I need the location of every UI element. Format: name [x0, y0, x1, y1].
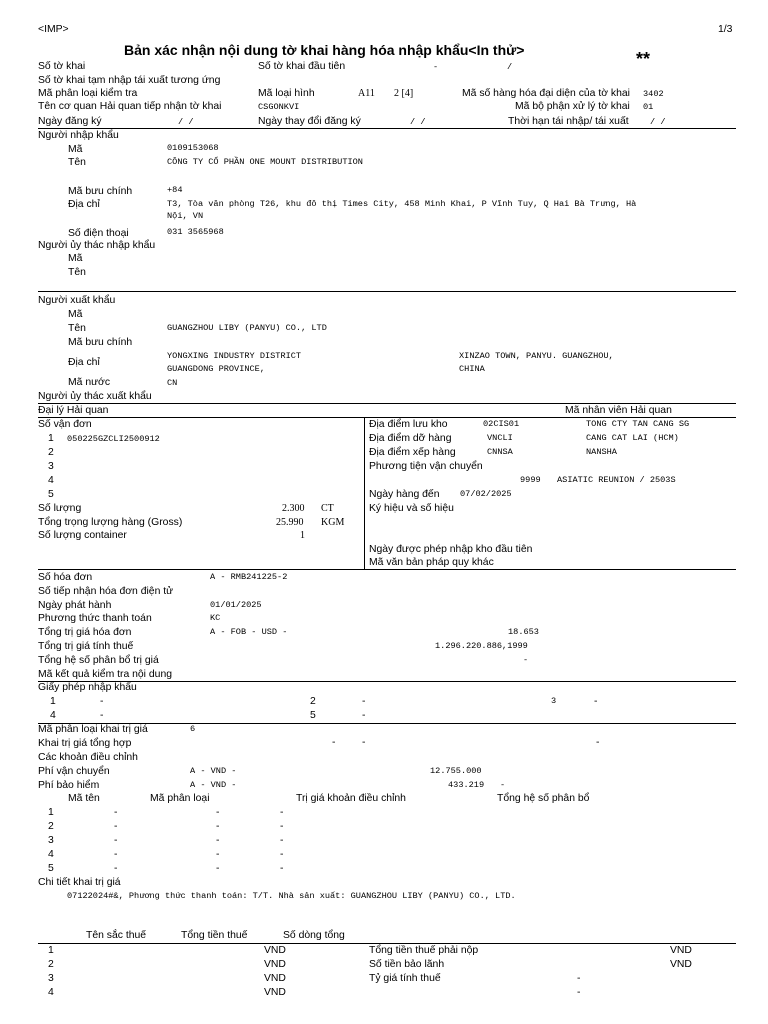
tax-row-index: 1	[48, 945, 54, 956]
adj-cell: -	[280, 821, 284, 832]
label-ma-bo-phan: Mã bộ phận xử lý tờ khai	[515, 101, 630, 112]
value-xk-dc-1a: YONGXING INDUSTRY DISTRICT	[167, 351, 302, 361]
value-ma-so-hh: 3402	[643, 89, 664, 99]
tax-vnd: VND	[264, 945, 286, 956]
value-xk-dc-2b: CHINA	[459, 364, 485, 374]
license-index-1: 1	[50, 696, 56, 707]
unit-so-luong: CT	[321, 503, 334, 514]
value-phi-vc-code: A - VND -	[190, 766, 237, 776]
value-trong-luong: 25.990	[276, 517, 304, 528]
label-ngay-ph: Ngày phát hành	[38, 600, 112, 611]
unit-trong-luong: KGM	[321, 517, 345, 528]
divider	[38, 128, 736, 129]
label-tam-nhap: Số tờ khai tạm nhập tái xuất tương ứng	[38, 75, 221, 86]
value-luu-kho-name: TONG CTY TAN CANG SG	[586, 419, 690, 429]
license-value-3: -	[594, 696, 598, 707]
label-pt-van-chuyen: Phương tiện vận chuyển	[369, 461, 483, 472]
adj-row-index: 3	[48, 835, 54, 846]
label-tong-hop: Khai trị giá tổng hợp	[38, 738, 132, 749]
value-co-quan: CSGONKVI	[258, 102, 300, 112]
value-ma-nuoc: CN	[167, 378, 178, 388]
col-tri-gia-dc: Trị giá khoản điều chỉnh	[296, 793, 406, 804]
label-so-to-khai: Số tờ khai	[38, 61, 86, 72]
value-phi-vc: 12.755.000	[430, 766, 482, 776]
value-ty-gia-2: -	[577, 987, 581, 998]
value-ngay-den: 07/02/2025	[460, 489, 512, 499]
value-ma-nnk: 0109153068	[167, 143, 219, 153]
tax-vnd: VND	[264, 959, 286, 970]
label-he-so: Tổng hệ số phân bổ trị giá	[38, 655, 159, 666]
value-ty-gia: -	[577, 973, 581, 984]
adj-row-index: 4	[48, 849, 54, 860]
label-ma-vb: Mã văn bản pháp quy khác	[369, 557, 494, 568]
label-xk-dia-chi: Địa chỉ	[68, 357, 100, 368]
label-nguoi-nhap-khau: Người nhập khẩu	[38, 130, 119, 141]
label-ma-loai-hinh: Mã loại hình	[258, 88, 315, 99]
bill-index-3: 3	[48, 461, 54, 472]
label-tri-gia-thue: Tổng trị giá tính thuế	[38, 641, 134, 652]
doc-tag: <IMP>	[38, 24, 69, 35]
value-xep-hang-name: NANSHA	[586, 447, 617, 457]
stars-mark: **	[636, 49, 651, 69]
value-dash: -	[433, 62, 439, 72]
value-sdt: 031 3565968	[167, 227, 224, 237]
adj-cell: -	[280, 863, 284, 874]
adj-row-index: 1	[48, 807, 54, 818]
license-value-2: -	[362, 696, 366, 707]
value-ma-bc: +84	[167, 185, 183, 195]
label-nguoi-xuat-khau: Người xuất khẩu	[38, 295, 116, 306]
value-xep-hang-code: CNNSA	[487, 447, 513, 457]
label-dd-luu-kho: Địa điểm lưu kho	[369, 419, 448, 430]
value-thoi-han: / /	[650, 117, 666, 127]
label-xk-ma: Mã	[68, 309, 83, 320]
value-tri-gia-code: A - FOB - USD -	[210, 627, 288, 637]
license-value-4: -	[100, 710, 104, 721]
label-so-to-khai-dau-tien: Số tờ khai đầu tiên	[258, 61, 346, 72]
col-ma-phan-loai: Mã phân loại	[150, 793, 210, 804]
label-tong-tri-gia: Tổng trị giá hóa đơn	[38, 627, 132, 638]
adj-row-index: 2	[48, 821, 54, 832]
label-so-luong: Số lượng	[38, 503, 82, 514]
tax-vnd: VND	[264, 973, 286, 984]
label-ma-nuoc: Mã nước	[68, 377, 111, 388]
divider	[38, 681, 736, 682]
label-phi-vc: Phí vận chuyển	[38, 766, 110, 777]
adj-cell: -	[216, 835, 220, 846]
label-ma-bc: Mã bưu chính	[68, 186, 133, 197]
bill-index-5: 5	[48, 489, 54, 500]
tax-row-index: 4	[48, 987, 54, 998]
col-so-dong-tong: Số dòng tổng	[283, 930, 345, 941]
label-uy-thac-nk: Người ủy thác nhập khẩu	[38, 240, 156, 251]
value-xk-ten: GUANGZHOU LIBY (PANYU) CO., LTD	[167, 323, 327, 333]
adj-cell: -	[114, 821, 118, 832]
label-ten-co-quan: Tên cơ quan Hải quan tiếp nhận tờ khai	[38, 101, 222, 112]
license-index-5: 5	[310, 710, 316, 721]
label-dieu-chinh: Các khoản điều chỉnh	[38, 752, 138, 763]
adj-cell: -	[216, 807, 220, 818]
label-thoi-han: Thời hạn tái nhập/ tái xuất	[508, 116, 629, 127]
label-ky-hieu: Ký hiệu và số hiệu	[369, 503, 454, 514]
value-luu-kho-code: 02CIS01	[483, 419, 520, 429]
license-index-2: 2	[310, 696, 316, 707]
col-ten-sac-thue: Tên sắc thuế	[86, 930, 147, 941]
label-dd-xep-hang: Địa điểm xếp hàng	[369, 447, 456, 458]
value-xk-dc-1b: XINZAO TOWN, PANYU. GUANGZHOU,	[459, 351, 614, 361]
value-loai-hinh: A11	[358, 88, 375, 99]
label-so-container: Số lượng container	[38, 530, 127, 541]
value-pt-code: 9999	[520, 475, 541, 485]
adj-cell: -	[114, 849, 118, 860]
label-trong-luong: Tổng trọng lượng hàng (Gross)	[38, 517, 183, 528]
label-ma-phan-loai-kt: Mã phân loại kiểm tra	[38, 88, 138, 99]
adj-cell: -	[280, 807, 284, 818]
label-ngay-den: Ngày hàng đến	[369, 489, 440, 500]
adj-cell: -	[114, 863, 118, 874]
label-dai-ly: Đại lý Hải quan	[38, 405, 109, 416]
label-ngay-thay-doi: Ngày thay đổi đăng ký	[258, 116, 361, 127]
page-number: 1/3	[718, 24, 733, 35]
divider	[38, 291, 736, 292]
label-ma-kq: Mã kết quả kiểm tra nội dung	[38, 669, 172, 680]
license-index-4: 4	[50, 710, 56, 721]
label-dia-chi: Địa chỉ	[68, 199, 100, 210]
value-pt-tt: KC	[210, 613, 221, 623]
value-xk-dc-2a: GUANGDONG PROVINCE,	[167, 364, 265, 374]
vertical-divider	[364, 417, 365, 569]
value-phi-bh-code: A - VND -	[190, 780, 237, 790]
value-ngay-ph: 01/01/2025	[210, 600, 262, 610]
divider	[38, 943, 736, 944]
label-ty-gia: Tỷ giá tính thuế	[369, 973, 441, 984]
value-so-hd: A - RMB241225-2	[210, 572, 288, 582]
label-bao-lanh: Số tiền bảo lãnh	[369, 959, 445, 970]
divider	[38, 403, 736, 404]
label-so-hd: Số hóa đơn	[38, 572, 93, 583]
adj-cell: -	[114, 807, 118, 818]
value-phai-nop-vnd: VND	[670, 945, 692, 956]
bill-index-1: 1	[48, 433, 54, 444]
adj-cell: -	[114, 835, 118, 846]
value-so-luong: 2.300	[282, 503, 305, 514]
col-tong-tien-thue: Tổng tiền thuế	[181, 930, 248, 941]
label-hd-dien-tu: Số tiếp nhận hóa đơn điện tử	[38, 586, 174, 597]
adj-cell: -	[280, 835, 284, 846]
value-phi-bh-dash: -	[500, 780, 506, 790]
value-dia-chi-2: Nội, VN	[167, 211, 204, 221]
value-tri-gia-thue: 1.296.220.886,1999	[435, 641, 528, 651]
bill-index-4: 4	[48, 475, 54, 486]
label-ma-so-hh: Mã số hàng hóa đại diện của tờ khai	[462, 88, 630, 99]
value-slash: /	[507, 62, 513, 72]
tong-hop-dash-1: -	[332, 737, 336, 748]
license-value-1: -	[100, 696, 104, 707]
label-ut-ten: Tên	[68, 267, 86, 278]
label-giay-phep: Giấy phép nhập khẩu	[38, 682, 137, 693]
label-uy-thac-xk: Người ủy thác xuất khẩu	[38, 391, 152, 402]
value-chi-tiet: 07122024#&, Phương thức thanh toán: T/T. Nhà sản xuất: GUANGZHOU LIBY (PANYU) CO., LTD.	[67, 891, 516, 901]
value-do-hang-name: CANG CAT LAI (HCM)	[586, 433, 679, 443]
adj-cell: -	[280, 849, 284, 860]
license-value-5: -	[362, 710, 366, 721]
label-dd-do-hang: Địa điểm dỡ hàng	[369, 433, 452, 444]
label-so-van-don: Số vận đơn	[38, 419, 92, 430]
tax-row-index: 2	[48, 959, 54, 970]
adj-cell: -	[216, 821, 220, 832]
tax-row-index: 3	[48, 973, 54, 984]
label-ut-ma: Mã	[68, 253, 83, 264]
license-index-3: 3	[551, 696, 557, 706]
value-ngay-thay-doi: / /	[410, 117, 426, 127]
value-phi-bh: 433.219	[448, 780, 485, 790]
label-ngay-phep: Ngày được phép nhập kho đầu tiên	[369, 544, 533, 555]
adj-cell: -	[216, 863, 220, 874]
value-bo-phan: 01	[643, 102, 654, 112]
label-xk-ten: Tên	[68, 323, 86, 334]
label-ngay-dk: Ngày đăng ký	[38, 116, 102, 127]
value-so-container: 1	[300, 530, 305, 541]
label-ma: Mã	[68, 144, 83, 155]
value-do-hang-code: VNCLI	[487, 433, 513, 443]
label-ten: Tên	[68, 157, 86, 168]
doc-title: Bản xác nhận nội dung tờ khai hàng hóa nhập khẩu<In thử>	[124, 42, 525, 58]
tong-hop-dash-3: -	[596, 737, 600, 748]
label-pt-tt: Phương thức thanh toán	[38, 613, 152, 624]
tax-vnd: VND	[264, 987, 286, 998]
tong-hop-dash-2: -	[362, 737, 366, 748]
label-ma-pl-tri-gia: Mã phân loại khai trị giá	[38, 724, 148, 735]
adj-cell: -	[216, 849, 220, 860]
label-sdt: Số điện thoại	[68, 228, 129, 239]
value-loai-hinh-2: 2 [4]	[394, 88, 414, 99]
value-pt-name: ASIATIC REUNION / 2503S	[557, 475, 676, 485]
adj-row-index: 5	[48, 863, 54, 874]
value-he-so: -	[523, 655, 529, 665]
value-tong-tri-gia: 18.653	[508, 627, 539, 637]
value-bill-1: 050225GZCLI2500912	[67, 434, 160, 444]
label-xk-ma-bc: Mã bưu chính	[68, 337, 133, 348]
value-ma-pl-tri-gia: 6	[190, 724, 196, 734]
value-ten-nnk: CÔNG TY CỔ PHẦN ONE MOUNT DISTRIBUTION	[167, 157, 363, 167]
label-phi-bh: Phí bảo hiểm	[38, 780, 100, 791]
label-ma-nhan-vien: Mã nhân viên Hải quan	[565, 405, 672, 416]
col-he-so-pb: Tổng hệ số phân bổ	[497, 793, 590, 804]
value-bao-lanh-vnd: VND	[670, 959, 692, 970]
label-phai-nop: Tổng tiền thuế phải nộp	[369, 945, 479, 956]
value-ngay-dk: / /	[178, 117, 194, 127]
col-ma-ten: Mã tên	[68, 793, 100, 804]
value-dia-chi-1: T3, Tòa văn phòng T26, khu đô thị Times City, 458 Minh Khai, P Vĩnh Tuy, Q Hai Bà Trưng, Hà	[167, 199, 637, 209]
bill-index-2: 2	[48, 447, 54, 458]
label-chi-tiet: Chi tiết khai trị giá	[38, 877, 121, 888]
divider	[38, 569, 736, 570]
